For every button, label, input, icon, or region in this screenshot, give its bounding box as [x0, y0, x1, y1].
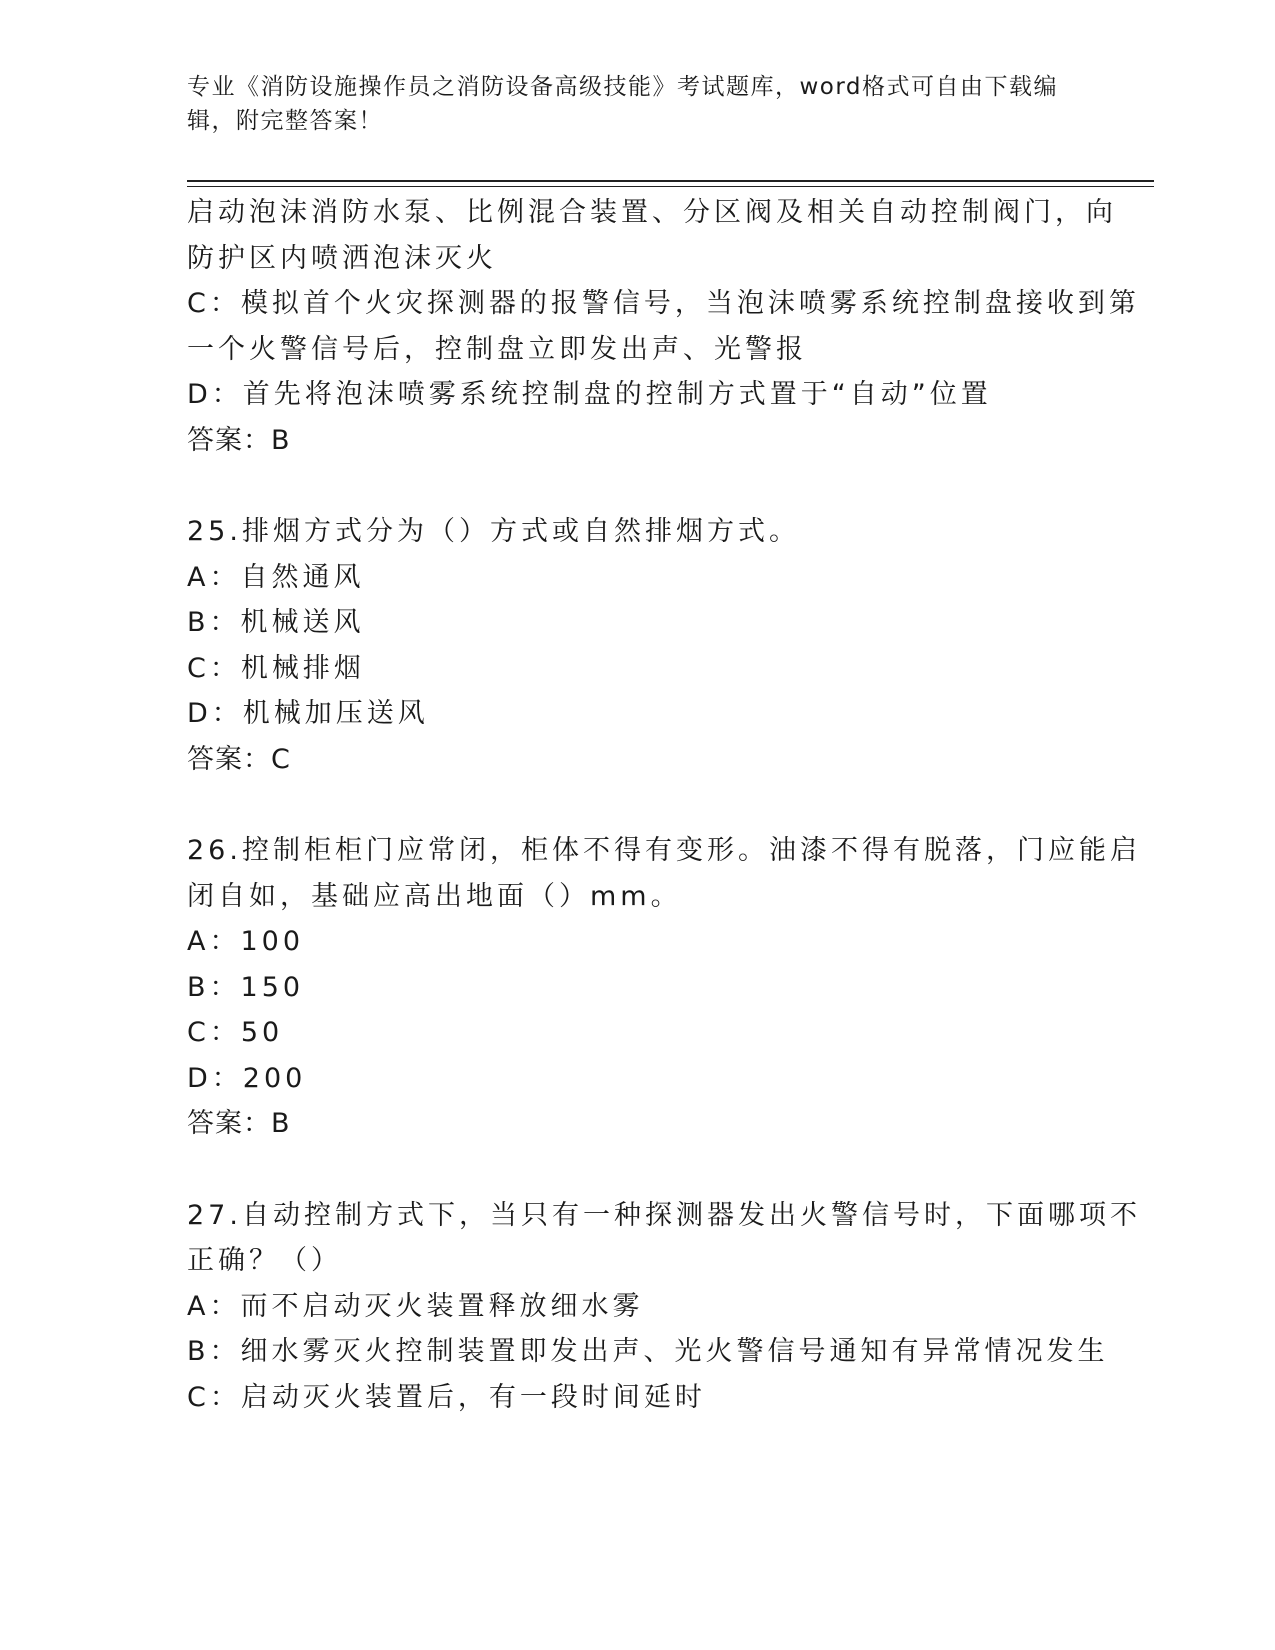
question-stem-continuation: 闭自如，基础应高出地面（）mm。	[187, 880, 682, 912]
option-b-continuation: 防护区内喷洒泡沫灭火	[187, 242, 497, 274]
answer-line: 答案：B	[187, 1108, 291, 1139]
document-header	[187, 70, 1087, 138]
option-c: C：机械排烟	[187, 652, 365, 684]
option-a: A：而不启动灭火装置释放细水雾	[187, 1290, 644, 1322]
option-c: C：模拟首个火灾探测器的报警信号，当泡沫喷雾系统控制盘接收到第	[187, 288, 1140, 319]
header-divider-thin	[187, 186, 1154, 187]
question-list	[187, 190, 1141, 1420]
question-stem: 27.自动控制方式下，当只有一种探测器发出火警信号时，下面哪项不	[187, 1199, 1141, 1231]
option-c: C：50	[187, 1017, 284, 1048]
question-stem-continuation: 正确？（）	[187, 1245, 342, 1276]
option-d: D：首先将泡沫喷雾系统控制盘的控制方式置于“自动”位置	[187, 379, 992, 410]
option-c: C：启动灭火装置后，有一段时间延时	[187, 1381, 706, 1413]
option-b-continuation: 启动泡沫消防水泵、比例混合装置、分区阀及相关自动控制阀门，向	[187, 197, 1117, 228]
answer-line: 答案：B	[187, 424, 291, 456]
option-a: A：100	[187, 926, 305, 957]
question-26	[187, 828, 1141, 1147]
answer-line: 答案：C	[187, 743, 291, 775]
question-carryover	[187, 190, 1140, 463]
question-27	[187, 1193, 1141, 1421]
header-divider-thick	[187, 180, 1154, 182]
option-b: B：细水雾灭火控制装置即发出声、光火警信号通知有异常情况发生	[187, 1336, 1109, 1367]
option-a: A：自然通风	[187, 561, 365, 593]
header-line-1: 专业《消防设施操作员之消防设备高级技能》考试题库，word格式可自由下载编	[187, 74, 1059, 100]
option-d: D：200	[187, 1062, 307, 1094]
question-25	[187, 509, 1087, 782]
option-c-continuation: 一个火警信号后，控制盘立即发出声、光警报	[187, 333, 807, 365]
option-b: B：150	[187, 971, 305, 1003]
question-stem: 26.控制柜柜门应常闭，柜体不得有变形。油漆不得有脱落，门应能启	[187, 835, 1141, 866]
option-b: B：机械送风	[187, 607, 365, 638]
option-d: D：机械加压送风	[187, 698, 429, 729]
question-stem: 25.排烟方式分为（）方式或自然排烟方式。	[187, 516, 800, 547]
header-line-2: 辑，附完整答案！	[187, 108, 383, 134]
